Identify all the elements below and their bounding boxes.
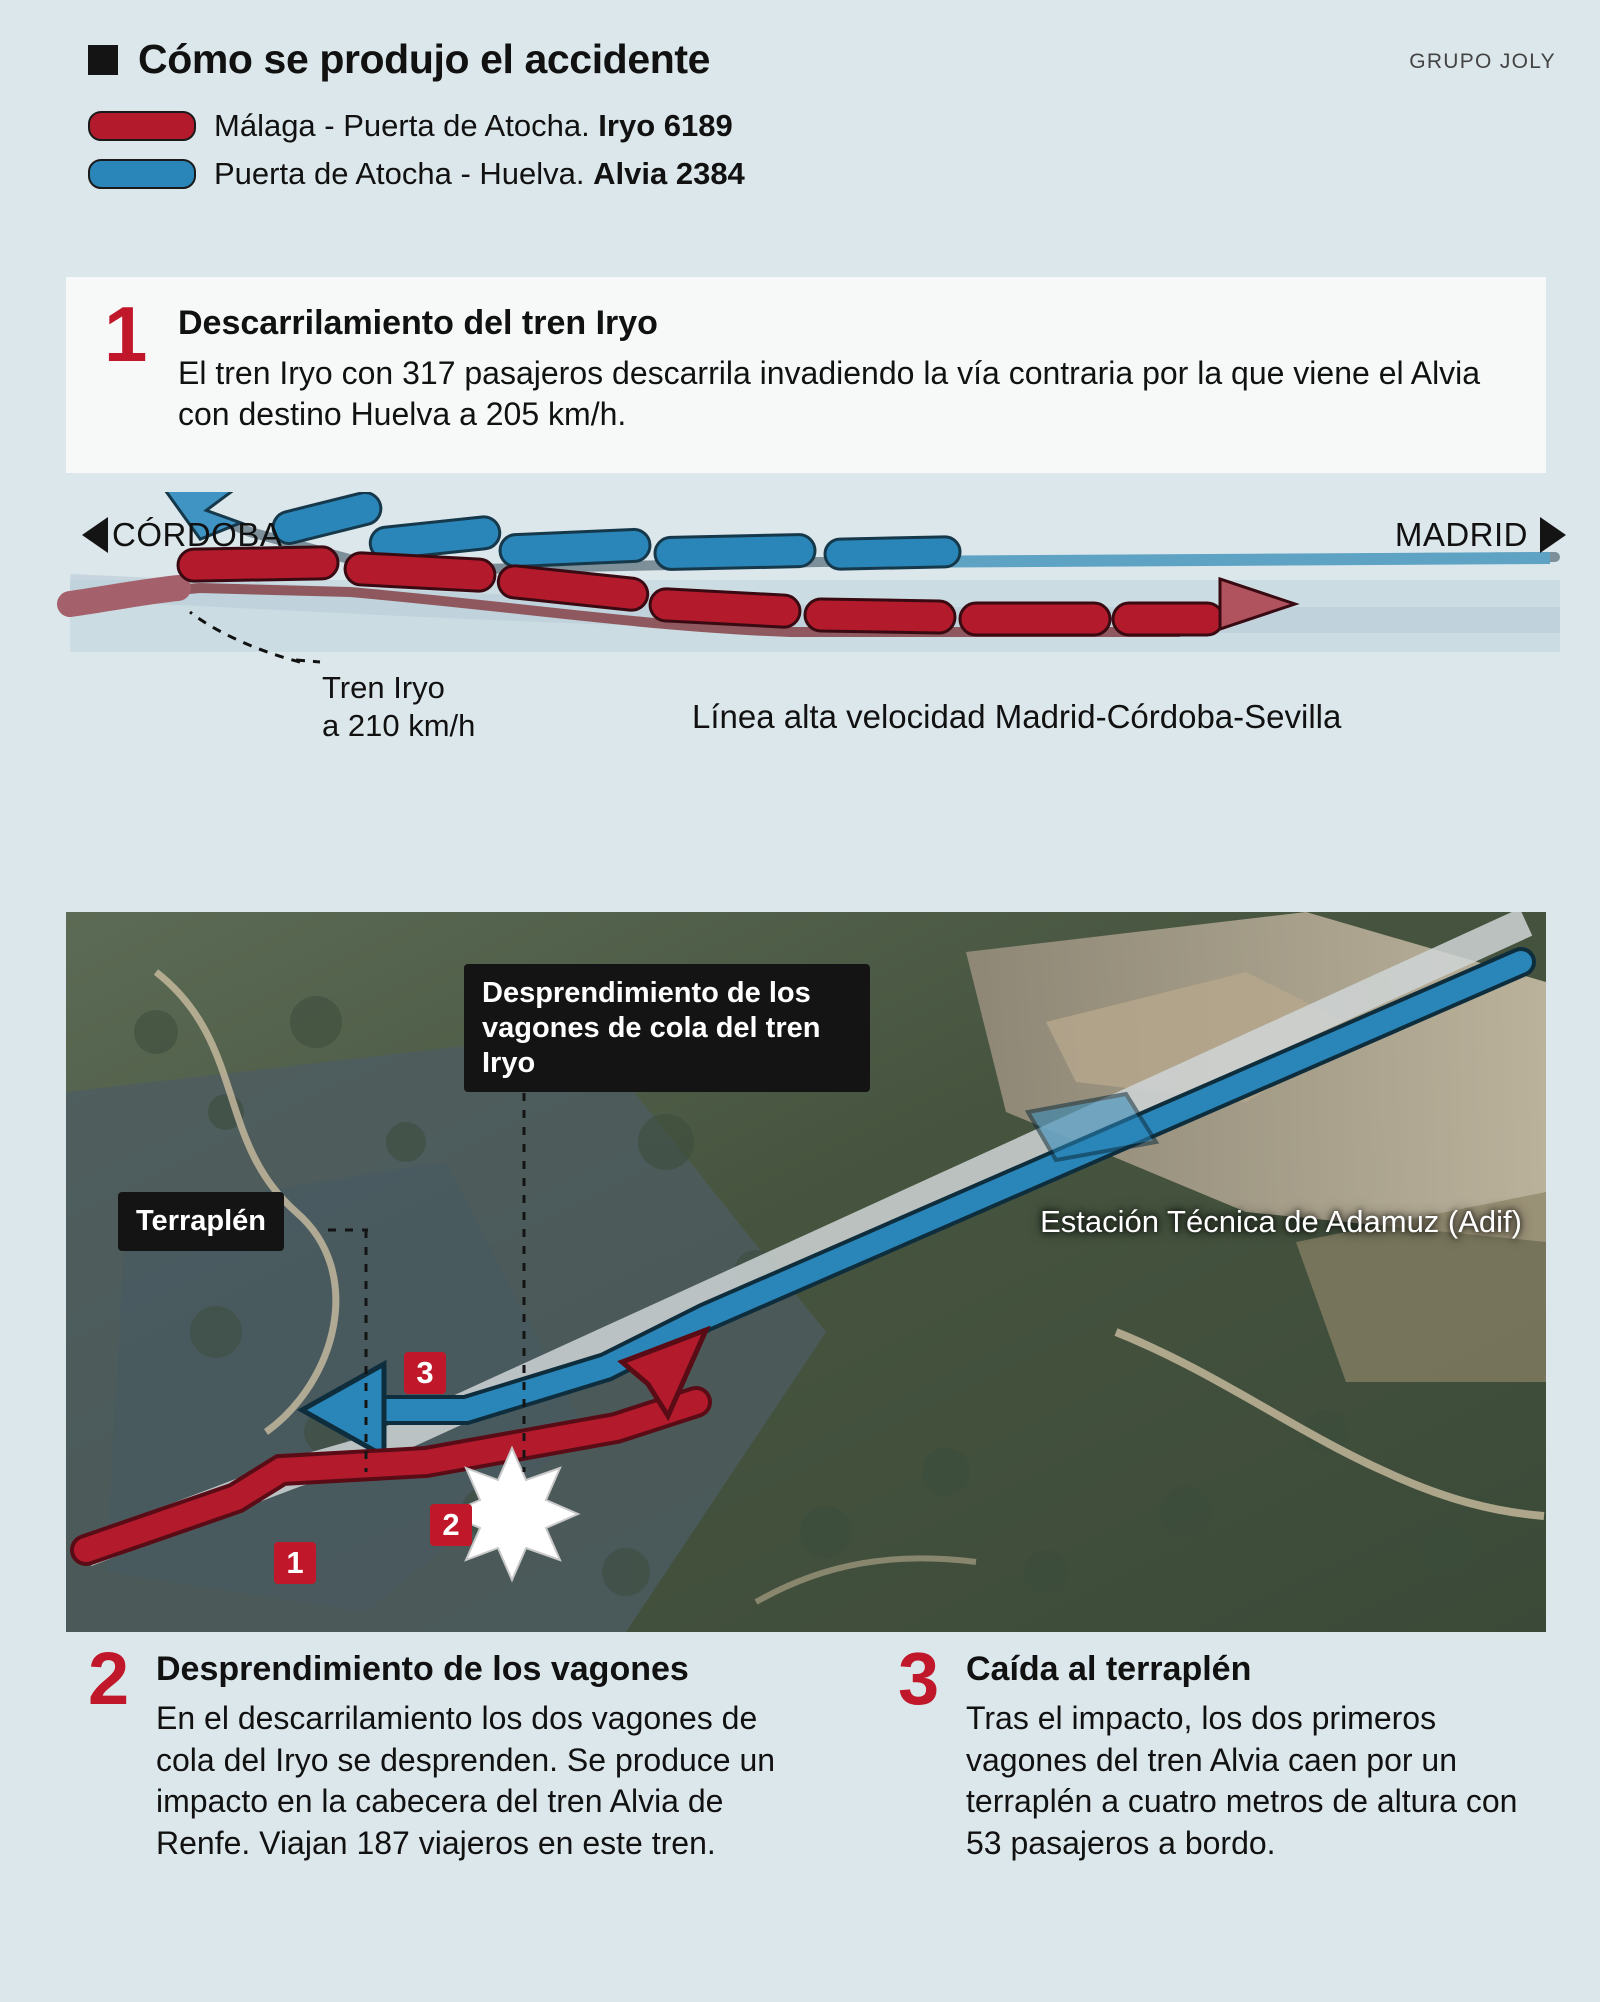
photo-label-terraplen: Terraplén: [118, 1192, 284, 1251]
step-3-title: Caída al terraplén: [966, 1650, 1252, 1688]
bullet-square-icon: [88, 45, 118, 75]
legend-item-alvia: [88, 156, 745, 192]
aerial-photo-panel: [66, 912, 1546, 1632]
high-speed-line-label: Línea alta velocidad Madrid-Córdoba-Sevilla: [692, 698, 1342, 735]
arrow-right-icon: [1540, 517, 1566, 553]
arrow-left-icon: [82, 517, 108, 553]
step-3-number: 3: [898, 1637, 940, 1720]
step-1-body: El tren Iryo con 317 pasajeros descarrila invadiendo la vía contraria por la que viene el Alvia con destino Huelva a 205 km/h.: [178, 355, 1481, 432]
direction-label-madrid: MADRID: [1394, 516, 1528, 553]
legend: [88, 108, 745, 204]
legend-item-iryo: [88, 108, 745, 144]
legend-swatch-red: [88, 111, 196, 141]
credit-label: GRUPO JOLY: [1409, 50, 1556, 73]
step-2-number: 2: [88, 1637, 130, 1720]
legend-label-iryo: Málaga - Puerta de Atocha. Iryo 6189: [214, 108, 733, 143]
callout-line-1: Tren Iryo: [322, 670, 445, 705]
track-schematic: [0, 492, 1600, 892]
callout-line-2: a 210 km/h: [322, 707, 476, 743]
step-2-body: En el descarrilamiento los dos vagones de cola del Iryo se desprenden. Se produce un impacto en la cabecera del tren Alvia de Renfe. Viajan 187 viajeros en este tren.: [156, 1700, 776, 1861]
step-1-title: Descarrilamiento del tren Iryo: [178, 304, 658, 342]
legend-label-alvia: Puerta de Atocha - Huelva. Alvia 2384: [214, 156, 745, 191]
callout-tren-iryo: [322, 669, 475, 745]
title-row: [88, 36, 710, 83]
direction-label-cordoba: CÓRDOBA: [112, 516, 283, 553]
page-title: Cómo se produjo el accidente: [138, 36, 711, 82]
header: [0, 22, 1600, 82]
legend-swatch-blue: [88, 159, 196, 189]
map-marker-3: 3: [404, 1352, 446, 1394]
photo-label-estacion: Estación Técnica de Adamuz (Adif): [1040, 1204, 1522, 1239]
step-1-number: 1: [104, 290, 148, 378]
photo-label-desprendimiento: Desprendimiento de los vagones de cola del tren Iryo: [464, 964, 870, 1092]
steps-bottom: [66, 1637, 1546, 1978]
step-3-body: Tras el impacto, los dos primeros vagones del tren Alvia caen por un terraplén a cuatro metros de altura con 53 pasajeros a bordo.: [966, 1700, 1518, 1861]
map-marker-1: 1: [274, 1542, 316, 1584]
map-marker-2: 2: [430, 1504, 472, 1546]
step-2-title: Desprendimiento de los vagones: [156, 1650, 689, 1688]
step-1-panel: [66, 277, 1546, 473]
